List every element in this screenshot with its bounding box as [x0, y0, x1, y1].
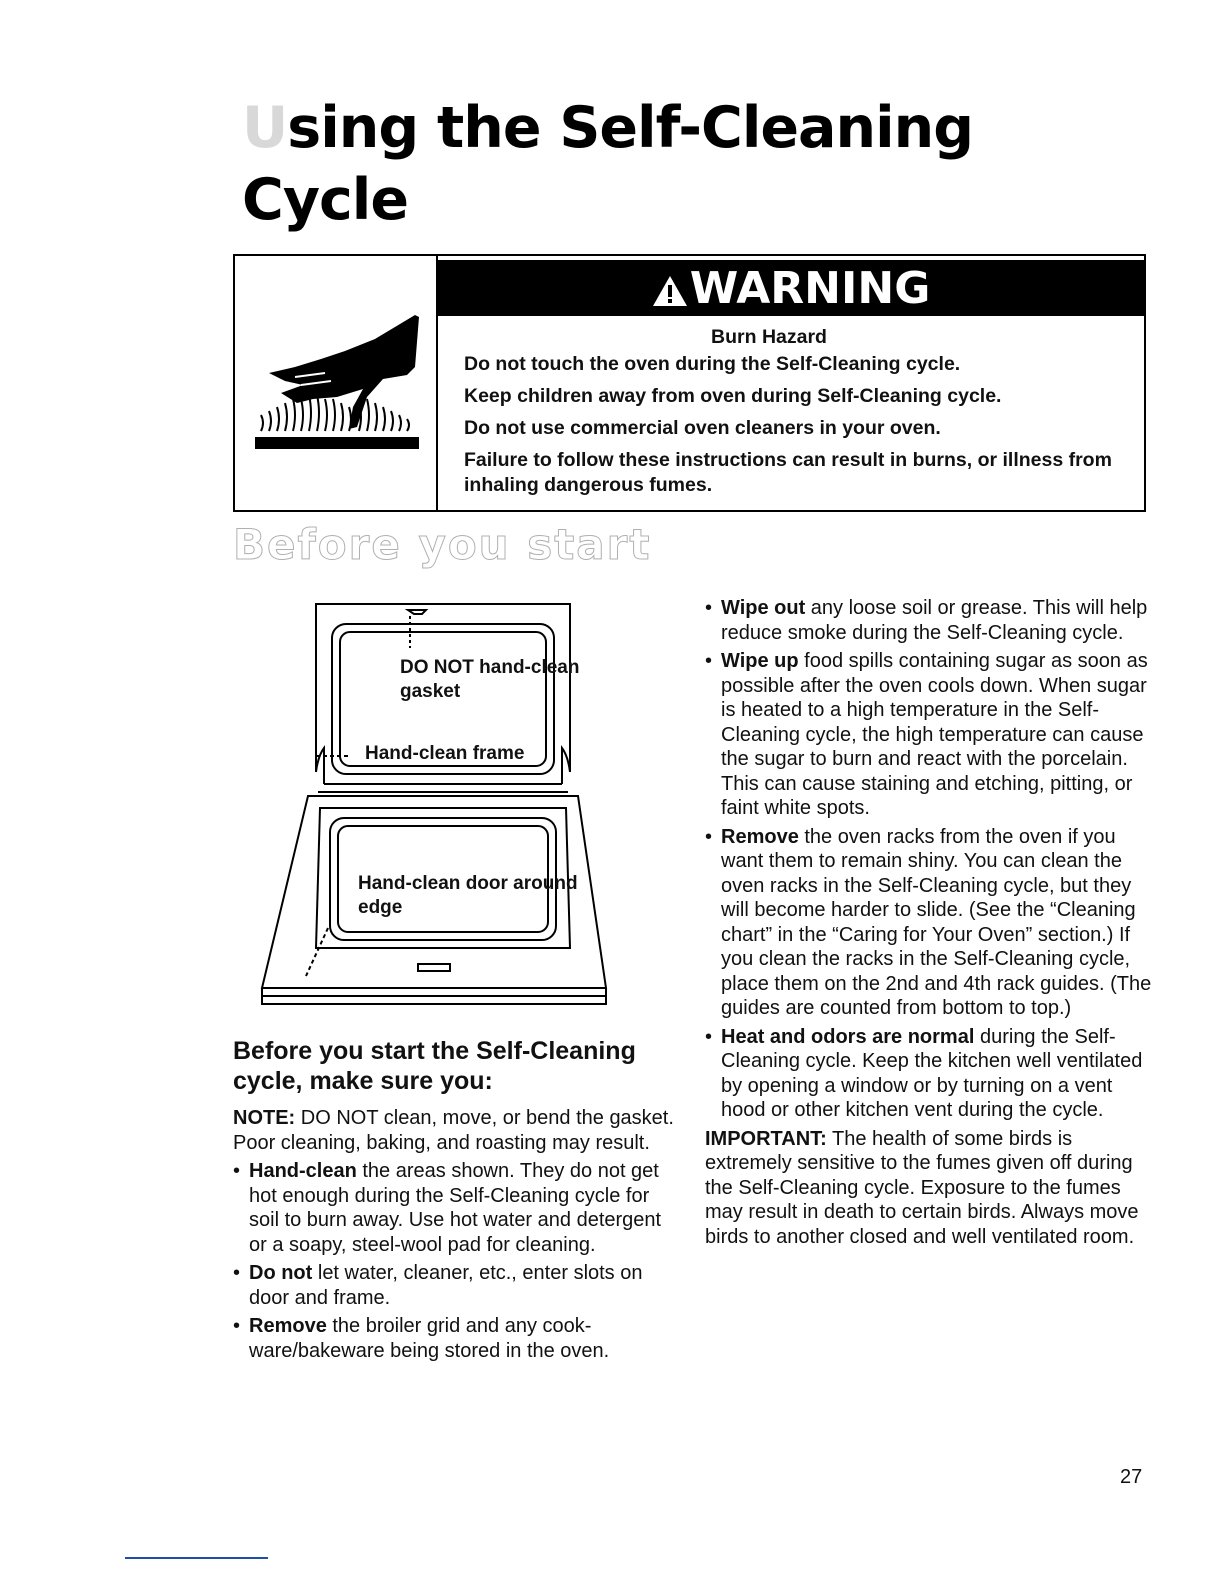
warning-triangle-icon [652, 275, 688, 307]
bullet-text: any loose soil or grease. This will help reduce smoke during the Self-Cleaning cycle. [721, 597, 1148, 644]
important-text: The health of some birds is extremely sensitive to the fumes given off during the Self-Cleaning cycle. Exposure to the fumes may result in death to certain birds. Always move birds to another closed and well ventilated room. [705, 1127, 1139, 1248]
title-line1: sing the Self-Cleaning [287, 95, 974, 161]
important-paragraph [705, 1127, 1155, 1250]
list-item [233, 1261, 678, 1310]
before-start-subheading: Before you start the Self-Cleaning cycle, make sure you: [233, 1037, 636, 1095]
important-label: IMPORTANT: [705, 1127, 827, 1150]
warning-icon-cell [235, 256, 438, 510]
left-column [233, 1036, 678, 1367]
bullet-text: during the Self-Cleaning cycle. Keep the kitchen well ventilated by opening a window or by turning on a vent hood or other kitchen vent during the cycle. [721, 1025, 1143, 1121]
bullet-text: the areas shown. They do not get hot enough during the Self-Cleaning cycle for soil to burn away. Use hot water and detergent or a soapy, steel-wool pad for cleaning. [249, 1160, 662, 1256]
section-title: Before you start [233, 520, 652, 569]
warning-line: Do not use commercial oven cleaners in your oven. [464, 417, 941, 439]
bullet-lead: Wipe up [721, 650, 799, 672]
warning-heading: Burn Hazard [711, 326, 827, 348]
bullet-text: the oven racks from the oven if you want them to remain shiny. You can clean the oven racks in the Self-Cleaning cycle, but they will become harder to slide. (See the “Cleaning chart” in the “Caring for Your Oven” section.) If you clean the racks in the Self-Cleaning cycle, place them on the 2nd and 4th rack guides. (The guides are counted from bottom to top.) [721, 825, 1152, 1019]
bullet-lead: Hand-clean [249, 1160, 357, 1182]
page-number: 27 [1120, 1466, 1143, 1488]
list-item [705, 649, 1155, 821]
title-line2: Cycle [242, 167, 408, 233]
list-item [705, 825, 1155, 1021]
list-item [705, 596, 1155, 645]
page-title [242, 92, 973, 236]
list-item [705, 1025, 1155, 1123]
note-label: NOTE: [233, 1107, 296, 1129]
warning-line: Do not touch the oven during the Self-Cleaning cycle. [464, 353, 961, 375]
title-initial: U [242, 95, 288, 161]
door-label: Hand-clean door around edge [358, 873, 578, 918]
warning-box [233, 254, 1146, 512]
bullet-text: let water, cleaner, etc., enter slots on door and frame. [249, 1262, 643, 1309]
bullet-text: food spills containing sugar as soon as possible after the oven cools down. When sugar is heated to a high temperature in the Self-Cleaning cycle, the high temperature can cause the sugar to burn and react with the porcelain. This can cause staining and etching, pitting, or faint white spots. [721, 650, 1148, 819]
bullet-lead: Do not [249, 1262, 313, 1284]
oven-door-diagram [258, 596, 618, 1031]
note-text: DO NOT clean, move, or bend the gasket. Poor cleaning, baking, and roasting may result. [233, 1107, 674, 1154]
frame-label: Hand-clean frame [365, 743, 525, 764]
list-item [233, 1159, 678, 1257]
bullet-lead: Heat and odors are normal [721, 1025, 975, 1048]
bullet-lead: Remove [721, 825, 799, 848]
warning-text [464, 322, 1130, 498]
bullet-lead: Remove [249, 1315, 327, 1337]
note-paragraph [233, 1106, 678, 1155]
bullet-lead: Wipe out [721, 597, 806, 619]
warning-line: Keep children away from oven during Self-Cleaning cycle. [464, 385, 1002, 407]
list-item [233, 1314, 678, 1363]
right-column [705, 596, 1155, 1253]
bullet-text: the broiler grid and any cook-ware/bakeware being stored in the oven. [249, 1315, 610, 1362]
hot-surface-hand-icon [255, 311, 420, 461]
footer-rule [125, 1557, 268, 1559]
warning-header [438, 260, 1144, 316]
warning-header-text: WARNING [689, 263, 931, 314]
warning-line: Failure to follow these instructions can result in burns, or illness from inhaling dangerous fumes. [464, 449, 1112, 496]
gasket-label: DO NOT hand-clean gasket [400, 657, 580, 702]
